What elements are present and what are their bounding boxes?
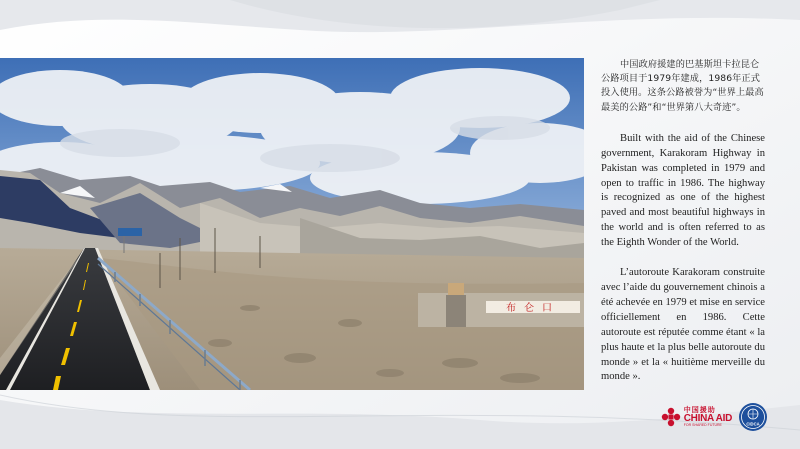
description-text-column — [601, 58, 765, 385]
karakoram-highway-photo — [0, 58, 584, 390]
paragraph-french: L’autoroute Karakoram construite avec l’aide du gouvernement chinois a été achevée en 1979 et mise en service officiellement en 1986. Cette autoroute est réputée comme étant « la plus haute et la plus belle autoroute du monde » et la « huitième merveille du monde ». — [601, 267, 765, 383]
cidca-seal-label: CIDCA — [746, 421, 760, 427]
cidca-seal-icon — [738, 402, 768, 432]
footer-logos — [661, 402, 768, 432]
chinaaid-tagline: FOR SHARED FUTURE — [683, 422, 722, 427]
chinaaid-emblem-icon — [661, 407, 681, 427]
chinaaid-en-text: CHINA AID — [683, 412, 732, 424]
chinaaid-logo — [661, 407, 732, 428]
sign-text: 布仑口 — [506, 303, 560, 314]
chinaaid-cn-text: 中国援助 — [683, 405, 716, 414]
paragraph-chinese: 中国政府援建的巴基斯坦卡拉昆仑公路项目于1979年建成，1986年正式投入使用。这条公路被誉为“世界上最高最美的公路”和“世界第八大奇迹”。 — [601, 59, 764, 113]
paragraph-english: Built with the aid of the Chinese government, Karakoram Highway in Pakistan was completed in 1979 and open to traffic in 1986. The highway is recognized as one of the highest paved and most beautiful highways in the world and is often referred to as the Eighth Wonder of the World. — [601, 132, 765, 249]
